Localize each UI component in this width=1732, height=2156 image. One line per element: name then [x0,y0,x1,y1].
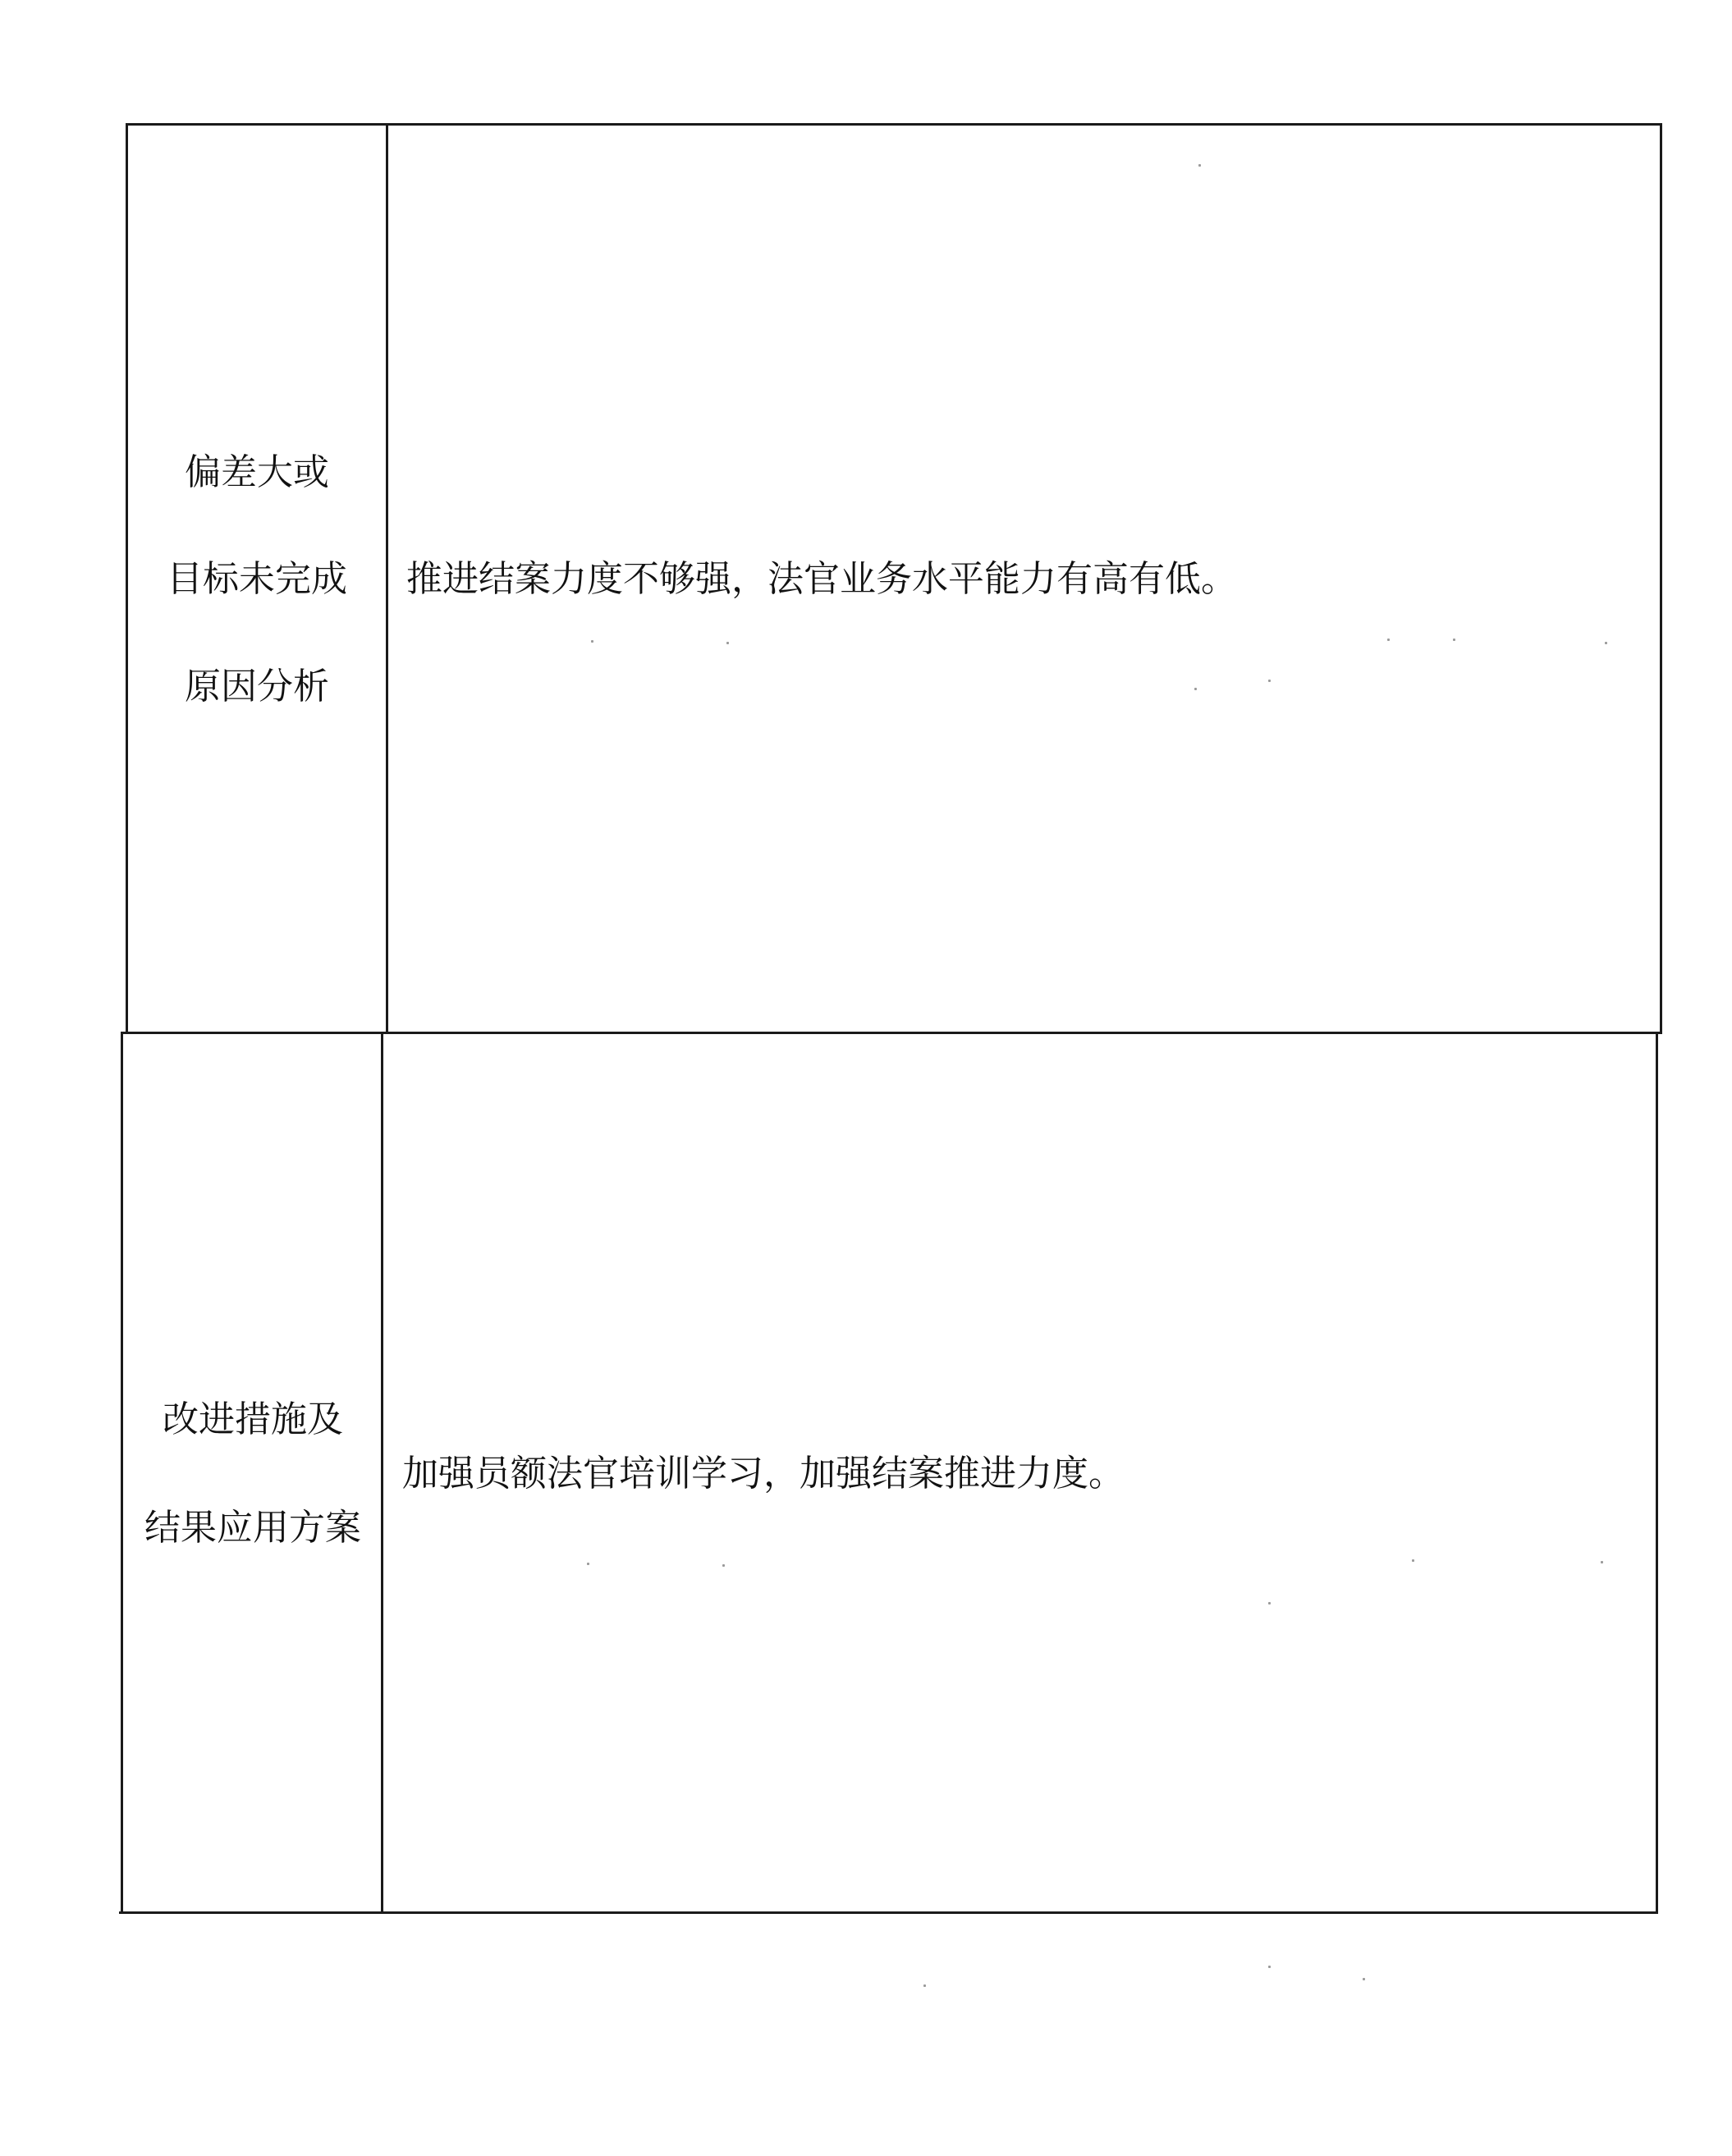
label-line: 偏差大或 [185,451,329,493]
label-line: 原因分析 [185,666,329,707]
table-left-border-lower [121,1032,123,1914]
label-line: 目标未完成 [167,558,347,600]
improvement-plan-text: 加强员额法官培训学习，加强结案推进力度。 [402,1453,1125,1495]
label-line: 结果应用方案 [144,1507,361,1549]
table-top-border [126,123,1662,126]
table-bottom-border [119,1911,1658,1914]
table-left-border-upper [126,123,128,1034]
table-right-border-lower [1656,1032,1658,1914]
section-divider [123,1032,1661,1034]
column-divider-upper [386,123,388,1034]
column-divider-lower [381,1032,383,1914]
table-right-border-upper [1660,123,1662,1034]
deviation-analysis-text: 推进结案力度不够强，法官业务水平能力有高有低。 [406,558,1237,600]
label-line: 改进措施及 [163,1398,343,1440]
